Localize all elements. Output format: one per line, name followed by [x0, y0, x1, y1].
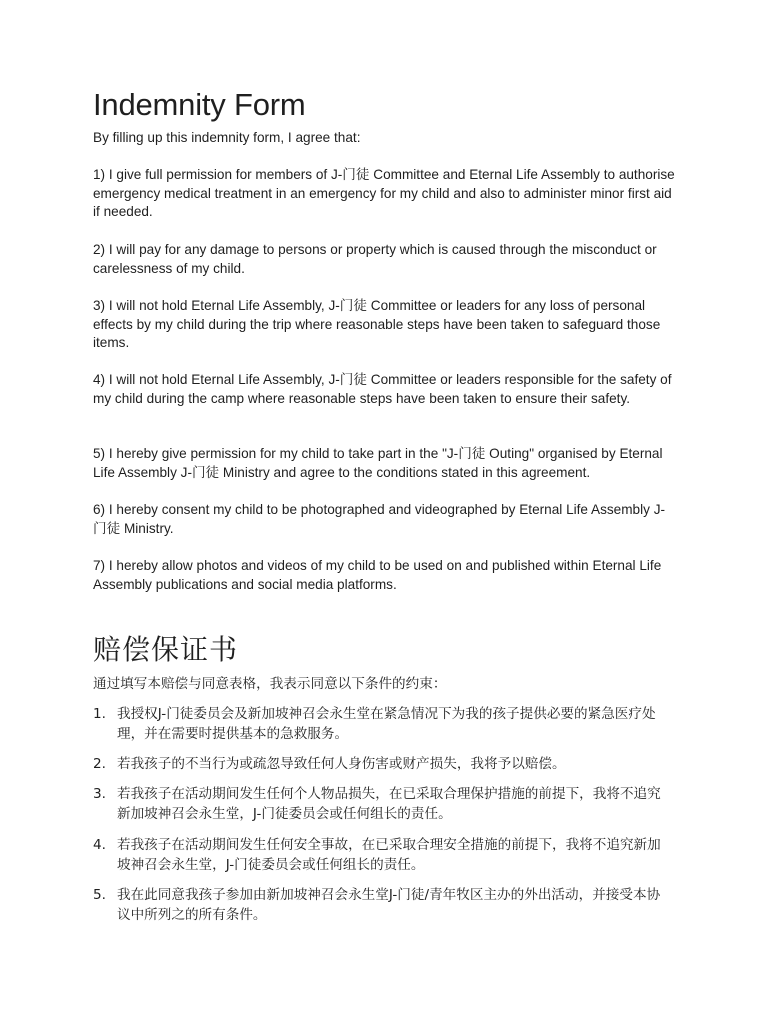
chinese-clause-text: 若我孩子在活动期间发生任何个人物品损失，在已采取合理保护措施的前提下，我将不追究新加坡神召会永生堂，J-门徒委员会或任何组长的责任。: [117, 786, 661, 822]
english-clause-4: 4) I will not hold Eternal Life Assembly, J-门徒 Committee or leaders responsible for the safety of my child during the camp where reasonable steps have been taken to ensure their safety.: [93, 372, 672, 406]
chinese-clause-4: [93, 835, 673, 875]
chinese-clause-2: [93, 754, 673, 774]
english-clause-7: 7) I hereby allow photos and videos of my child to be used on and published within Eternal Life Assembly publications and social media platforms.: [93, 558, 662, 592]
chinese-clause-3: [93, 784, 673, 824]
chinese-clause-1: [93, 704, 673, 744]
english-clause-6: 6) I hereby consent my child to be photographed and videographed by Eternal Life Assembly J-门徒 Ministry.: [93, 502, 666, 536]
english-title: Indemnity Form: [93, 87, 306, 122]
chinese-title: 赔偿保证书: [93, 633, 239, 666]
english-clause-1: 1) I give full permission for members of J-门徒 Committee and Eternal Life Assembly to authorise emergency medical treatment in an emergency for my child and also to administer minor first aid if needed.: [93, 167, 675, 220]
chinese-intro: 通过填写本赔偿与同意表格，我表示同意以下条件的约束：: [93, 676, 447, 692]
chinese-clause-number: 4.: [93, 837, 106, 853]
english-clause-3: 3) I will not hold Eternal Life Assembly, J-门徒 Committee or leaders for any loss of personal effects by my child during the trip where reasonable steps have been taken to safeguard those items.: [93, 298, 661, 351]
chinese-clause-text: 我在此同意我孩子参加由新加坡神召会永生堂J-门徒/青年牧区主办的外出活动，并接受本协议中所列之的所有条件。: [117, 887, 661, 923]
english-clause-2: 2) I will pay for any damage to persons or property which is caused through the misconduct or carelessness of my child.: [93, 242, 657, 276]
english-clause-5: 5) I hereby give permission for my child to take part in the "J-门徒 Outing" organised by Eternal Life Assembly J-门徒 Ministry and agree to the conditions stated in this agreement.: [93, 446, 663, 480]
chinese-clause-number: 2.: [93, 756, 106, 772]
chinese-clause-5: [93, 885, 673, 925]
chinese-clause-number: 3.: [93, 786, 106, 802]
chinese-clause-number: 1.: [93, 706, 106, 722]
chinese-clause-text: 我授权J-门徒委员会及新加坡神召会永生堂在紧急情况下为我的孩子提供必要的紧急医疗处理，并在需要时提供基本的急救服务。: [117, 706, 656, 742]
chinese-clause-text: 若我孩子的不当行为或疏忽导致任何人身伤害或财产损失，我将予以赔偿。: [117, 756, 566, 772]
chinese-clause-number: 5.: [93, 887, 106, 903]
english-intro: By filling up this indemnity form, I agree that:: [93, 130, 361, 145]
chinese-clause-text: 若我孩子在活动期间发生任何安全事故，在已采取合理安全措施的前提下，我将不追究新加坡神召会永生堂，J-门徒委员会或任何组长的责任。: [117, 837, 661, 873]
